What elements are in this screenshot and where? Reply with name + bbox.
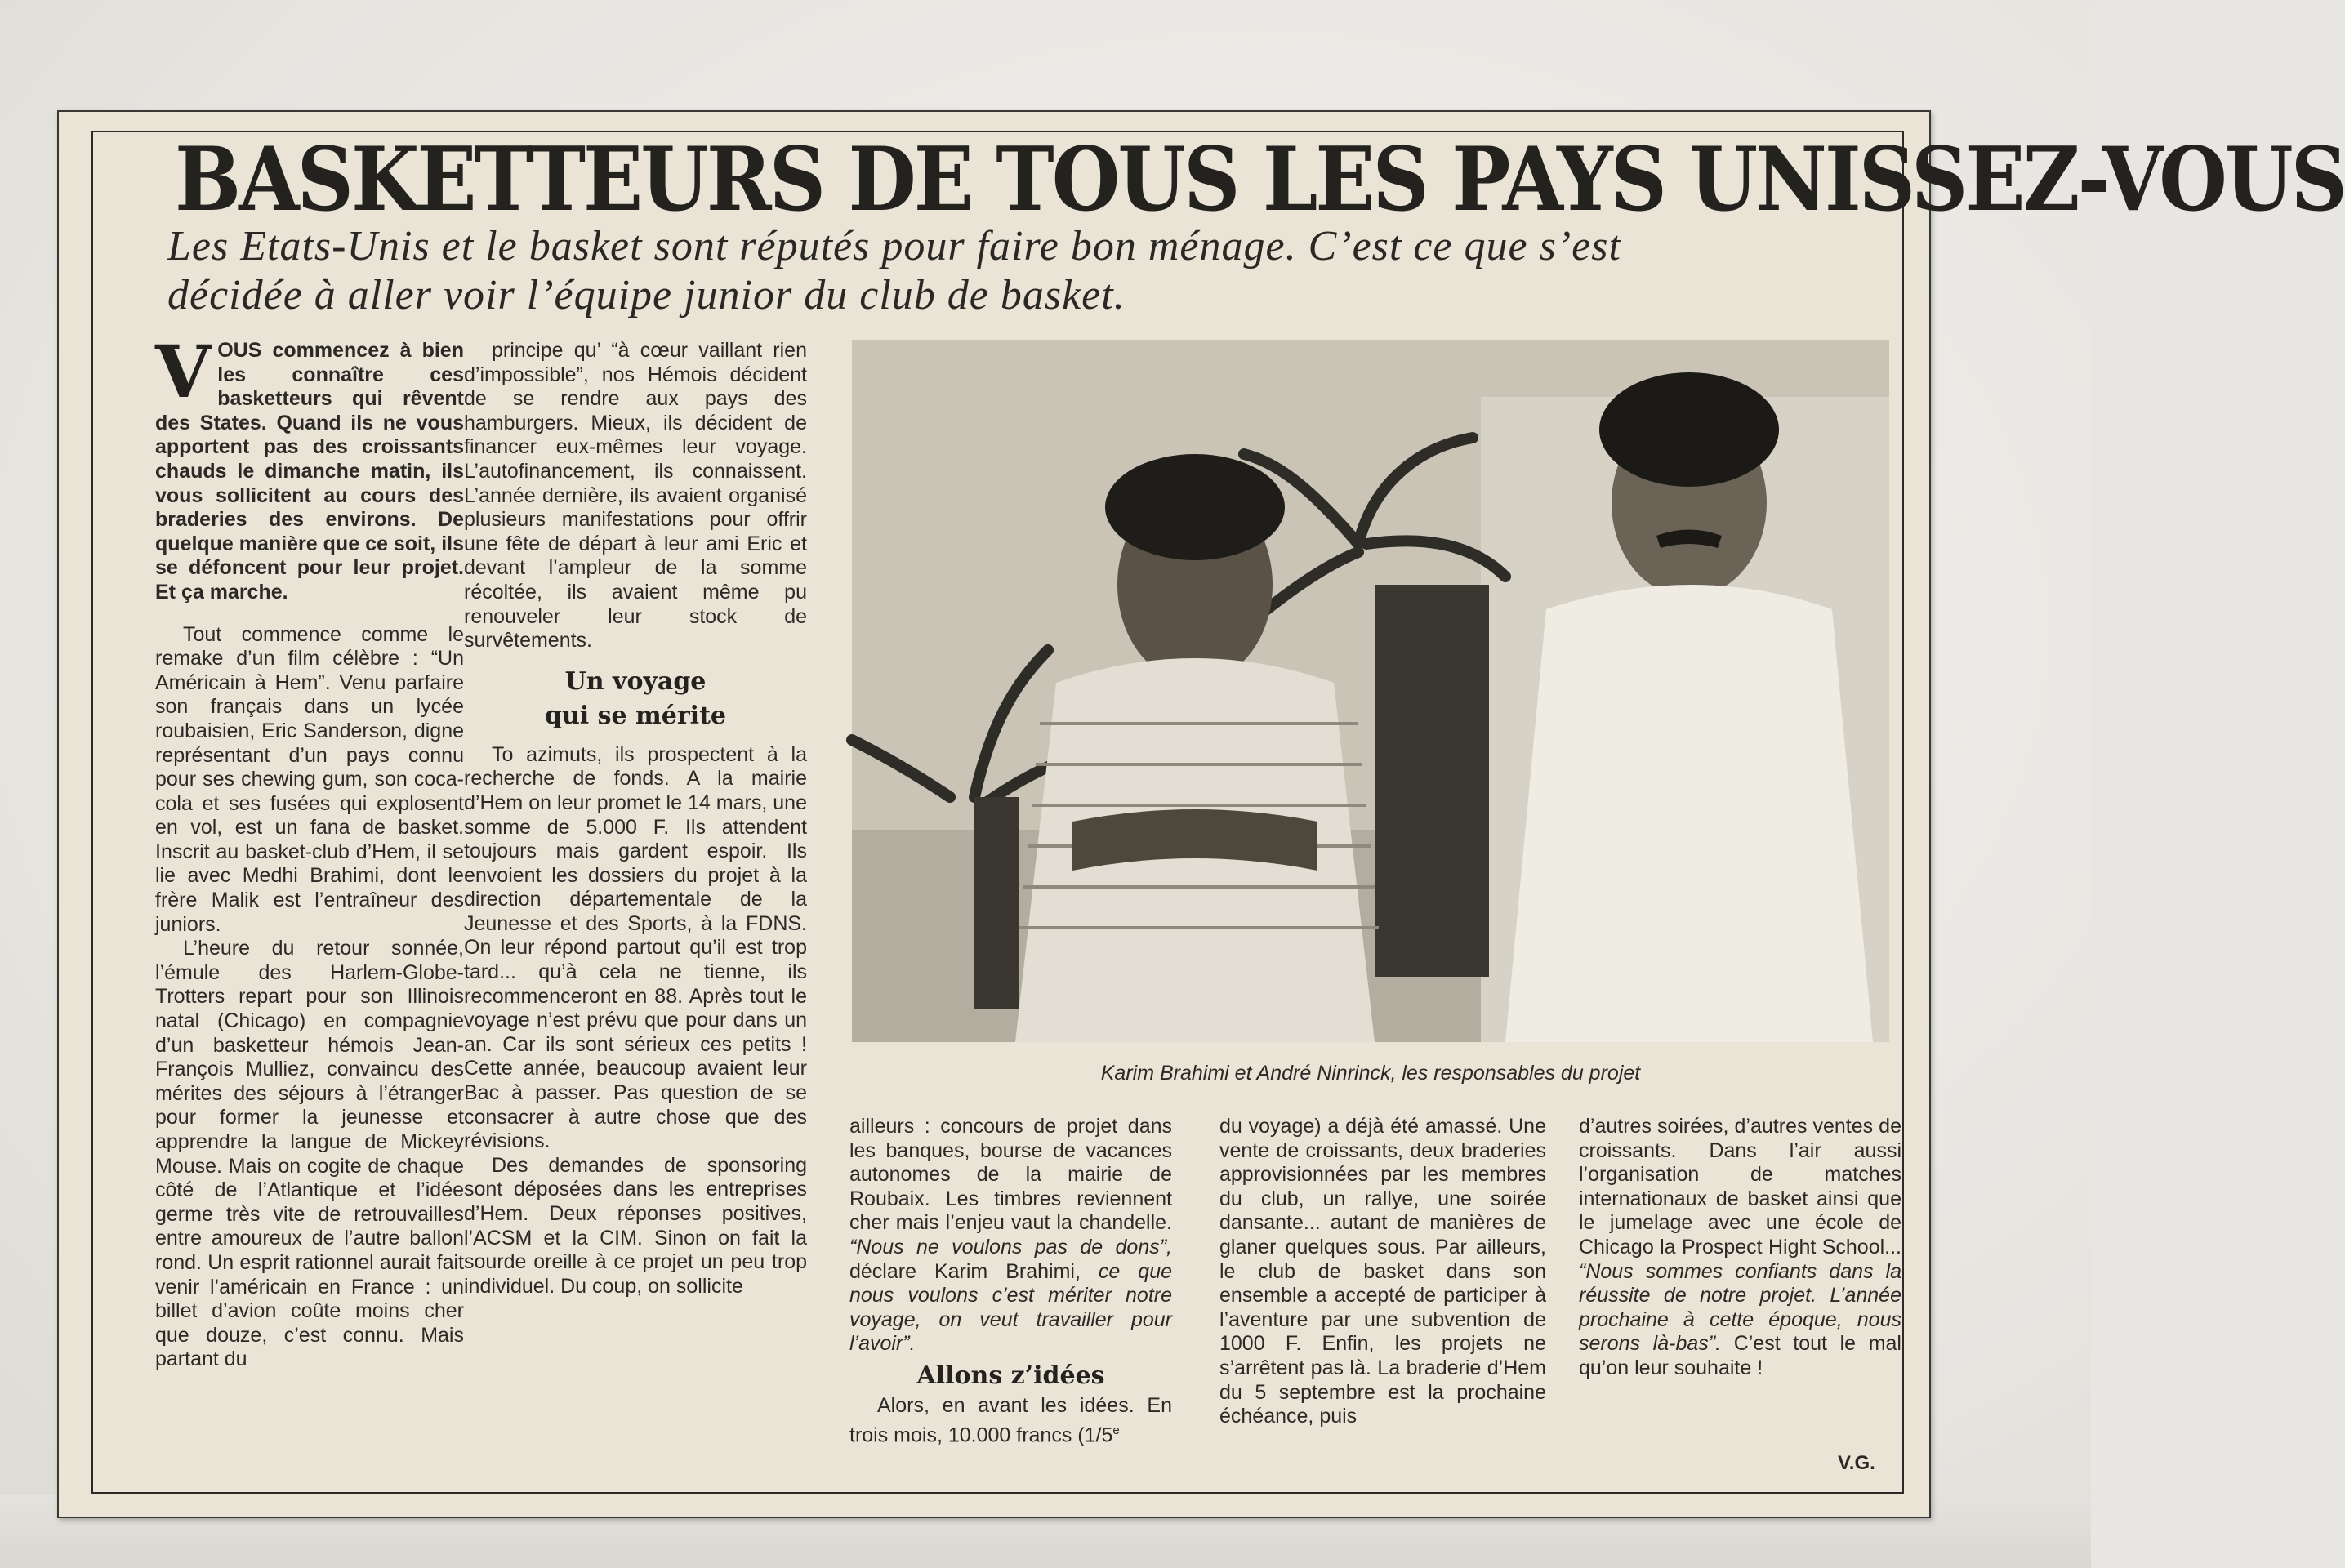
column-5-text-1: d’autres soirées, d’autres ventes de croissants. Dans l’air aussi l’organisation de matches internationaux de basket ainsi que le jumelage avec une école de Chicago la Prospect Hight School... <box>1579 1115 1901 1258</box>
subhead-line-1: Un voyage <box>564 666 707 696</box>
column-5 <box>1579 1115 1901 1381</box>
column-4-paragraph-1: du voyage) a déjà été amassé. Une vente de croissants, deux braderies approvisionnées par les membres du club, un rallye, une soirée dansante... autant de manières de glaner quelques sous. Par ailleurs, le club de basket dans son ensemble a accepté de participer à l’aventure par une subvention de 1000 F. Enfin, les projets ne s’arrêtent pas là. La braderie d’Hem du 5 septembre est la prochaine échéance, puis <box>1219 1115 1546 1428</box>
author-signature: V.G. <box>1838 1452 1875 1474</box>
column-2-paragraph-2: To azimuts, ils prospectent à la recherche de fonds. A la mairie d’Hem on leur promet le 14 mars, une somme de 5.000 F. Ils attendent toujours mais gardent espoir. Ils envoient les dossiers du projet à la direction départementale de la Jeunesse et des Sports, à la FDNS. On leur répond partout qu’il est trop tard... qu’à cela ne tienne, ils recommenceront en 88. Après tout le voyage n’est prévu que pour dans un an. Car ils sont sérieux ces petits ! Cette année, beaucoup avaient leur Bac à passer. Pas question de se consacrer à autre chose que des révisions. <box>464 742 807 1153</box>
article-lead: Les Etats-Unis et le basket sont réputés pour faire bon ménage. C’est ce que s’est décidée à aller voir l’équipe junior du club de basket. <box>167 223 1621 318</box>
ordinal-superscript: e <box>1112 1423 1120 1437</box>
article-photo <box>852 340 1889 1042</box>
subhead-allons-z-idees: Allons z’idées <box>916 1361 1105 1390</box>
intro-paragraph <box>155 329 464 605</box>
column-3-attribution: déclare Karim Brahimi, <box>849 1259 1081 1283</box>
column-5-closing: C’est tout le mal qu’on leur souhaite ! <box>1579 1332 1901 1379</box>
column-2-paragraph-1: principe qu’ “à cœur vaillant rien d’impossible”, nos Hémois décident de se rendre aux pays des hamburgers. Mieux, ils décident de financer eux-mêmes leur voyage. L’autofinancement, ils connaissent. L’année dernière, ils avaient organisé plusieurs manifestations pour offrir une fête de départ à leur ami Eric et devant l’ampleur de la somme récoltée, ils avaient même pu renouveler leur stock de survêtements. <box>464 339 807 653</box>
quote-earn-trip: ce que nous voulons c’est mériter notre voyage, on veut travailler pour l’avoir”. <box>849 1259 1172 1356</box>
column-2-paragraph-3: Des demandes de sponsoring sont déposées dans les entreprises d’Hem. Deux réponses positives, l’ACSM et la CIM. Sinon on fait la sourde oreille à ce projet un peu trop individuel. Du coup, on sollicite <box>464 1153 807 1298</box>
column-3-paragraph-2 <box>849 1394 1172 1448</box>
quote-confident: “Nous sommes confiants dans la réussite de notre projet. L’année prochaine à cette époque, nous serons là-bas”. <box>1579 1259 1901 1356</box>
article-headline: BASKETTEURS DE TOUS LES PAYS UNISSEZ-VOUS <box>175 127 2345 231</box>
column-3-text-1: ailleurs : concours de projet dans les banques, bourse de vacances autonomes de la mairie de Roubaix. Les timbres reviennent cher mais l’enjeu vaut la chandelle. <box>849 1115 1172 1235</box>
column-1 <box>155 329 464 1372</box>
subhead-line-2: qui se mérite <box>544 701 727 730</box>
column-3 <box>849 1115 1172 1447</box>
column-4 <box>1219 1115 1546 1429</box>
column-1-paragraph-1: Tout commence comme le remake d’un film célèbre : “Un Américain à Hem”. Venu parfaire son français dans un lycée roubaisien, Eric Sanderson, digne représentant d’un pays connu pour ses chewing gum, son coca-cola et ses fusées qui explosent en vol, est un fana de basket. Inscrit au basket-club d’Hem, il se lie avec Medhi Brahimi, dont le frère Malik est l’entraîneur des juniors. <box>155 622 464 936</box>
dropcap-letter: V <box>155 329 212 414</box>
column-1-paragraph-2: L’heure du retour sonnée, l’émule des Harlem-Globe-Trotters repart pour son Illinois natal (Chicago) en compagnie d’un basketteur hémois Jean-François Mulliez, convaincu des mérites des séjours à l’étranger pour former la jeunesse et apprendre la langue de Mickey Mouse. Mais on cogite de chaque côté de l’Atlantique et l’idée germe très vite de retrouvailles entre amoureux de l’autre ballon rond. Un esprit rationnel aurait fait venir l’américain en France : un billet d’avion coûte moins cher que douze, c’est connu. Mais partant du <box>155 937 464 1371</box>
subhead-un-voyage <box>464 665 807 733</box>
column-5-paragraph-1 <box>1579 1115 1901 1381</box>
column-3-paragraph-1 <box>849 1115 1172 1356</box>
photo-caption: Karim Brahimi et André Ninrinck, les responsables du projet <box>1100 1062 1641 1085</box>
intro-text: OUS commencez à bien les connaître ces basketteurs qui rêvent des States. Quand ils ne vous apportent pas des croissants chauds le dimanche matin, ils vous sollicitent au cours des braderies des environs. De quelque manière que ce soit, ils se défoncent pour leur projet. Et ça marche. <box>155 339 464 604</box>
quote-no-donations: “Nous ne voulons pas de dons”, <box>849 1235 1172 1258</box>
column-2 <box>464 339 807 1298</box>
photo-illustration <box>852 340 1889 1042</box>
column-3-text-2: Alors, en avant les idées. En trois mois, 10.000 francs (1/5 <box>849 1393 1172 1446</box>
